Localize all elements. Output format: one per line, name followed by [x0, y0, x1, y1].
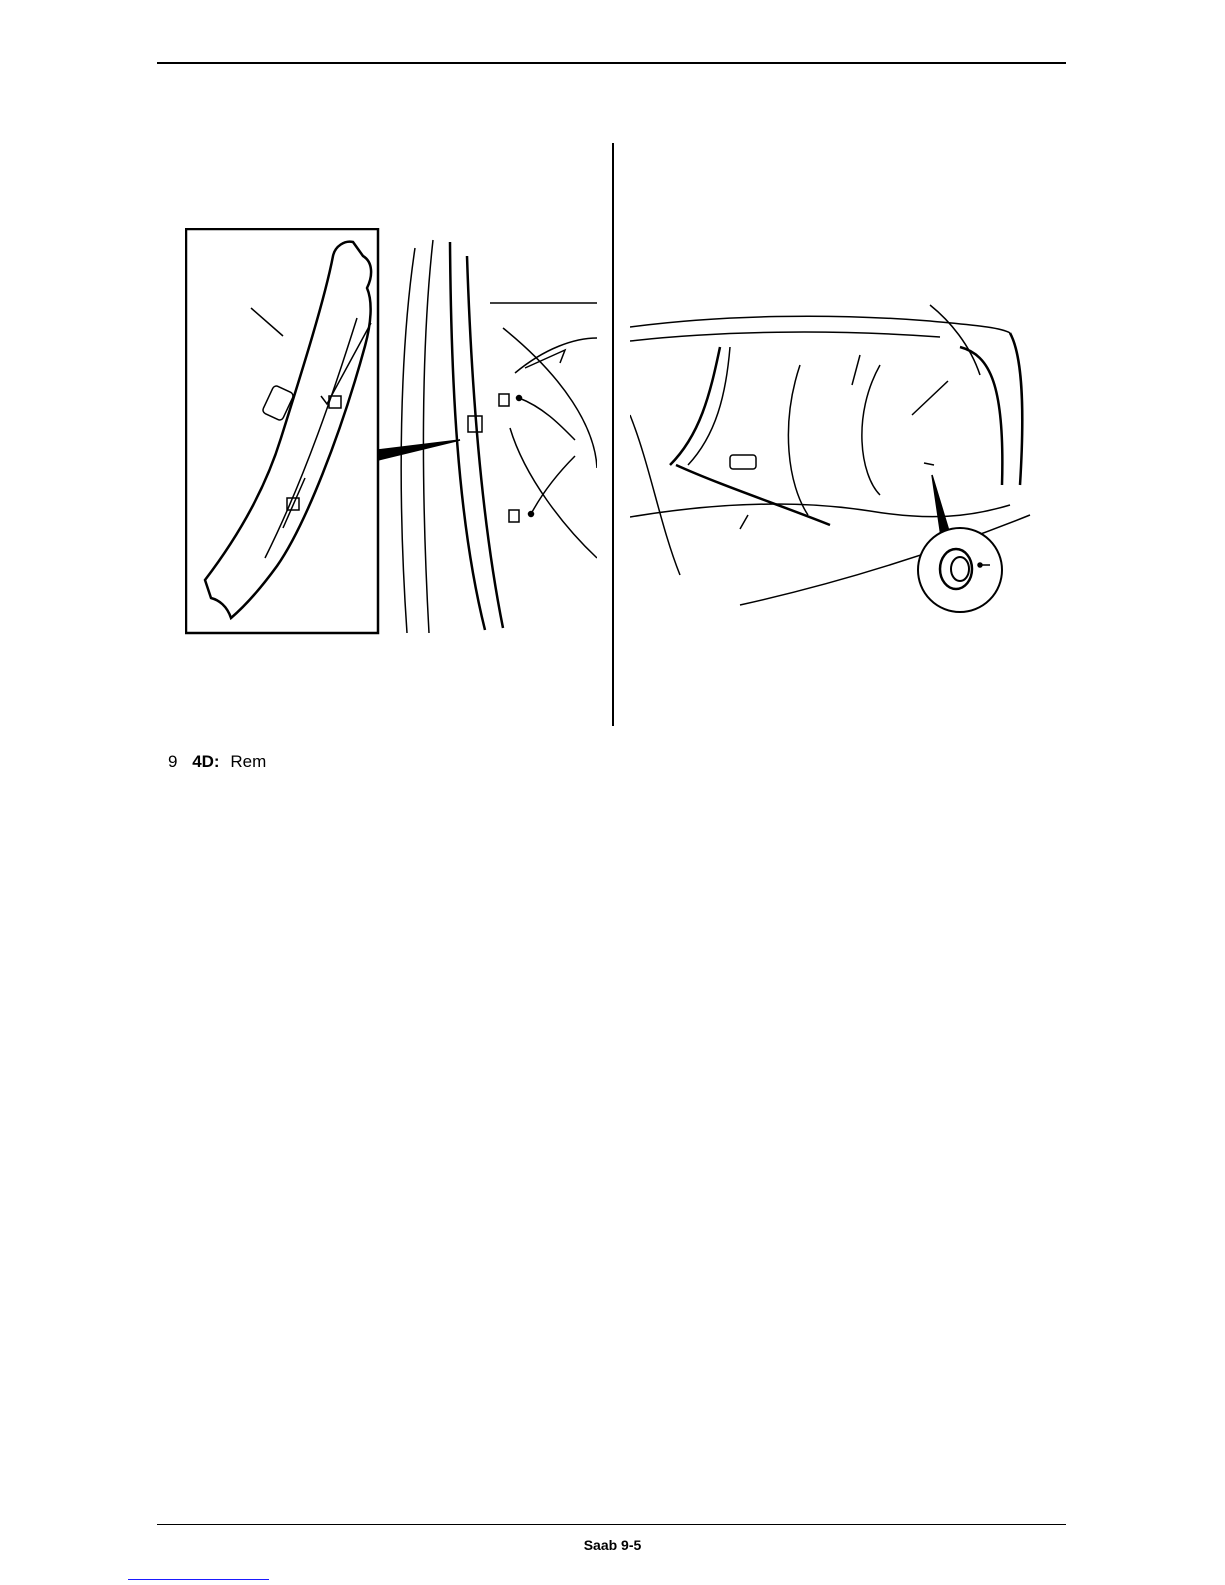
- screw-upper: [499, 394, 509, 406]
- wheel-arc-3: [510, 428, 597, 558]
- trunk-lining-illustration: [630, 285, 1050, 625]
- leader-upper: [519, 398, 575, 440]
- rear-panel-illustration: [185, 228, 597, 640]
- lining-right: [1010, 333, 1022, 485]
- lining-right-inner: [960, 347, 1002, 485]
- side-line: [630, 415, 680, 575]
- leader-line: [251, 308, 283, 336]
- illustration-divider: [612, 143, 614, 726]
- car-line-2: [423, 240, 433, 633]
- fold-2: [862, 365, 880, 495]
- floor-edge: [676, 465, 830, 525]
- lid-arm: [930, 305, 980, 375]
- trunk-edge-inner: [630, 332, 940, 341]
- lining-left: [670, 347, 720, 465]
- leader-top: [852, 355, 860, 385]
- step-text: Rem: [230, 752, 267, 771]
- pointer-wedge: [378, 440, 460, 460]
- car-line-1: [401, 248, 415, 633]
- step-instruction: [168, 752, 266, 772]
- link-underline: [128, 1579, 269, 1580]
- lining-left-inner: [688, 347, 730, 465]
- detail-circle: [918, 528, 1002, 612]
- leader-small: [924, 463, 934, 465]
- trunk-edge: [630, 316, 1010, 333]
- leader-floor: [740, 515, 748, 529]
- bumper-line: [630, 504, 1010, 517]
- leader-right: [912, 381, 948, 415]
- step-number: 9: [168, 752, 178, 771]
- header-rule: [157, 62, 1066, 64]
- panel-outline: [205, 242, 371, 618]
- footer-rule: [157, 1524, 1066, 1525]
- floor-clip: [730, 455, 756, 469]
- step-label: 4D:: [192, 752, 220, 771]
- footer-model: Saab 9-5: [583, 1537, 642, 1553]
- screw-lower: [509, 510, 519, 522]
- fold-1: [788, 365, 808, 515]
